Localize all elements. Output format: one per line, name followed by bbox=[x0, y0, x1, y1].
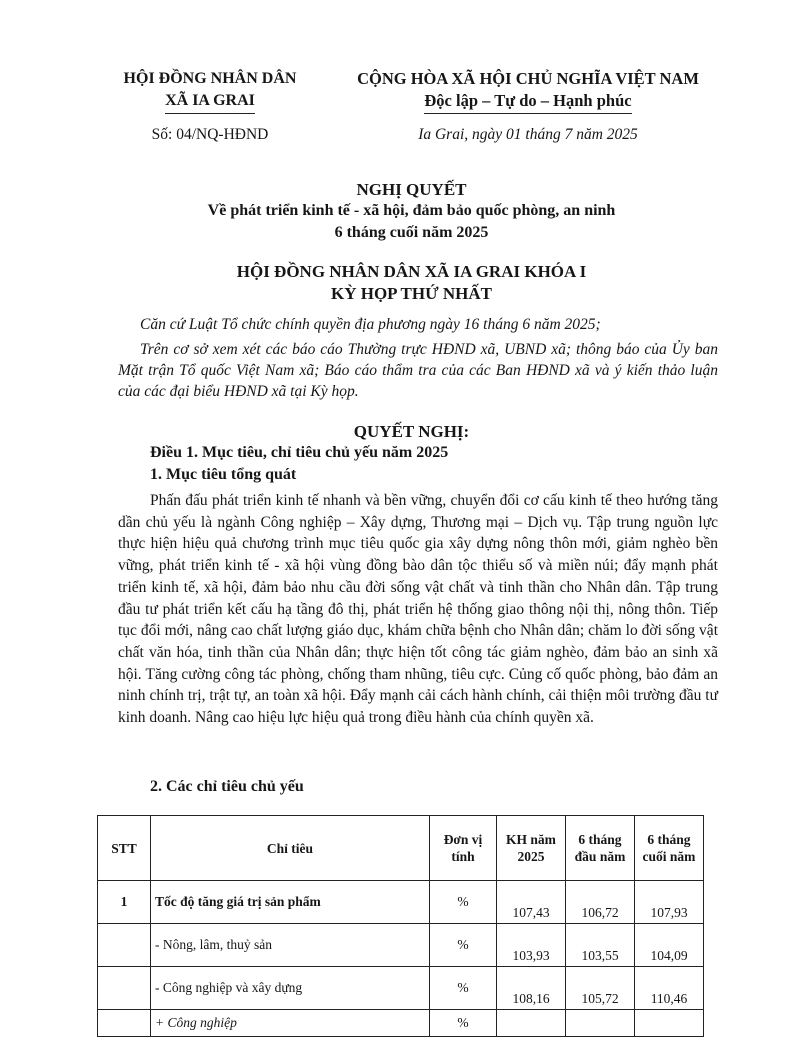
document-subject-line2: 6 tháng cuối năm 2025 bbox=[334, 224, 489, 241]
national-motto: Độc lập – Tự do – Hạnh phúc bbox=[424, 90, 631, 114]
document-type-title: NGHỊ QUYẾT bbox=[356, 180, 467, 199]
legal-basis-2: Trên cơ sở xem xét các báo cáo Thường trực HĐND xã, UBND xã; thông báo của Ủy ban Mặt trận Tổ quốc Việt Nam xã; Báo cáo thẩm tra của các Ban HĐND xã và ý kiến thảo luận của các đại biểu HĐND xã tại Kỳ họp. bbox=[118, 341, 718, 400]
cell-second-half bbox=[635, 1010, 704, 1037]
section-1-heading: 1. Mục tiêu tổng quát bbox=[150, 466, 297, 483]
table-header-row bbox=[98, 816, 704, 881]
cell-indicator: - Nông, lâm, thuỷ sản bbox=[151, 924, 430, 967]
cell-first-half: 103,55 bbox=[566, 924, 635, 967]
cell-unit: % bbox=[430, 924, 497, 967]
legal-basis-1: Căn cứ Luật Tổ chức chính quyền địa phương ngày 16 tháng 6 năm 2025; bbox=[140, 316, 601, 333]
cell-plan bbox=[497, 1010, 566, 1037]
cell-plan: 108,16 bbox=[497, 967, 566, 1010]
session-name: KỲ HỌP THỨ NHẤT bbox=[330, 284, 493, 303]
table-row bbox=[98, 1010, 704, 1037]
cell-stt bbox=[98, 924, 151, 967]
section-2-heading: 2. Các chỉ tiêu chủ yếu bbox=[150, 778, 304, 795]
header-plan-2025: KH năm 2025 bbox=[497, 816, 566, 881]
header-indicator: Chỉ tiêu bbox=[151, 816, 430, 881]
header-stt: STT bbox=[98, 816, 151, 881]
cell-stt: 1 bbox=[98, 881, 151, 924]
article-1-heading: Điều 1. Mục tiêu, chỉ tiêu chủ yếu năm 2025 bbox=[150, 444, 449, 461]
cell-first-half bbox=[566, 1010, 635, 1037]
council-name: HỘI ĐỒNG NHÂN DÂN XÃ IA GRAI KHÓA I bbox=[236, 262, 587, 281]
cell-unit: % bbox=[430, 967, 497, 1010]
cell-second-half: 107,93 bbox=[635, 881, 704, 924]
document-number: Số: 04/NQ-HĐND bbox=[151, 126, 269, 143]
issuing-body-commune: XÃ IA GRAI bbox=[165, 90, 255, 114]
cell-stt bbox=[98, 967, 151, 1010]
cell-indicator: Tốc độ tăng giá trị sản phẩm bbox=[151, 881, 430, 924]
issuing-body-name: HỘI ĐỒNG NHÂN DÂN bbox=[123, 70, 297, 87]
cell-first-half: 105,72 bbox=[566, 967, 635, 1010]
cell-indicator: - Công nghiệp và xây dựng bbox=[151, 967, 430, 1010]
cell-plan: 107,43 bbox=[497, 881, 566, 924]
header-second-half: 6 tháng cuối năm bbox=[635, 816, 704, 881]
header-unit: Đơn vị tính bbox=[430, 816, 497, 881]
country-name: CỘNG HÒA XÃ HỘI CHỦ NGHĨA VIỆT NAM bbox=[357, 69, 699, 88]
national-motto-header bbox=[333, 68, 723, 114]
document-date: Ia Grai, ngày 01 tháng 7 năm 2025 bbox=[418, 126, 638, 143]
table-row bbox=[98, 967, 704, 1010]
table-row bbox=[98, 881, 704, 924]
issuing-body-header bbox=[100, 68, 320, 114]
cell-first-half: 106,72 bbox=[566, 881, 635, 924]
cell-plan: 103,93 bbox=[497, 924, 566, 967]
indicators-table bbox=[97, 815, 704, 1037]
header-first-half: 6 tháng đầu năm bbox=[566, 816, 635, 881]
general-objective-paragraph: Phấn đấu phát triển kinh tế nhanh và bền vững, chuyển đổi cơ cấu kinh tế theo hướng tăng dần chủ yếu là ngành Công nghiệp – Xây dựng, Thương mại – Dịch vụ. Tập trung nguồn lực thực hiện hiệu quả chương trình mục tiêu quốc gia xây dựng nông thôn mới, giảm nghèo bền vững, phát triển kinh tế - xã hội vùng đồng bào dân tộc thiểu số và miền núi; đẩy mạnh phát triển kinh tế, xã hội, đảm bảo nhu cầu đời sống vật chất và tinh thần cho Nhân dân. Tập trung đầu tư phát triển kết cấu hạ tầng đô thị, phát triển hệ thống giao thông nội thị, nông thôn. Tiếp tục đổi mới, nâng cao chất lượng giáo dục, khám chữa bệnh cho Nhân dân; chăm lo đời sống vật chất văn hóa, tinh thần của Nhân dân; thực hiện tốt công tác giảm nghèo, đảm bảo an sinh xã hội. Tăng cường công tác phòng, chống tham nhũng, tiêu cực. Củng cố quốc phòng, bảo đảm an ninh chính trị, trật tự, an toàn xã hội. Đẩy mạnh cải cách hành chính, cải thiện môi trường đầu tư kinh doanh. Nâng cao hiệu lực hiệu quả trong điều hành của chính quyền xã. bbox=[118, 492, 718, 727]
cell-unit: % bbox=[430, 881, 497, 924]
table-row bbox=[98, 924, 704, 967]
cell-second-half: 110,46 bbox=[635, 967, 704, 1010]
cell-second-half: 104,09 bbox=[635, 924, 704, 967]
resolves-heading: QUYẾT NGHỊ: bbox=[353, 422, 470, 441]
cell-indicator: + Công nghiệp bbox=[151, 1010, 430, 1037]
cell-unit: % bbox=[430, 1010, 497, 1037]
cell-stt bbox=[98, 1010, 151, 1037]
document-subject-line1: Về phát triển kinh tế - xã hội, đảm bảo quốc phòng, an ninh bbox=[207, 202, 616, 219]
